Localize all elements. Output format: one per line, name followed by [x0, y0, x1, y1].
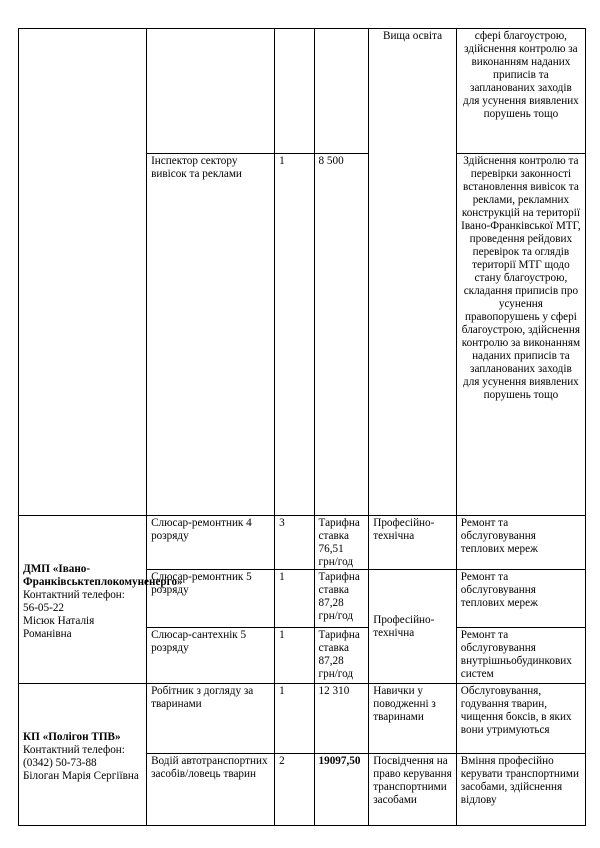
count-cell: 1	[275, 570, 314, 628]
duties-cell: Ремонт та обслуговування внутрішньобудинкових систем	[456, 628, 585, 684]
table-row	[19, 516, 586, 570]
salary-cell: Тарифна ставка 76,51 грн/год	[314, 516, 369, 570]
salary-cell: Тарифна ставка 87,28 грн/год	[314, 628, 369, 684]
position-cell	[147, 29, 275, 154]
duties-cell: Здійснення контролю та перевірки законності встановлення вивісок та реклами, рекламних конструкцій на території Івано-Франківської МТГ, проведення рейдових перевірок та оглядів території МТГ щодо стану благоустрою, складання приписів про усунення правопорушень у сфері благоустрою, здійснення контролю за виконанням наданих приписів та запланованих заходів для усунення виявлених порушень тощо	[456, 154, 585, 516]
org-contact: Білоган Марія Сергіївна	[23, 769, 139, 782]
salary-cell: 19097,50	[314, 754, 369, 826]
table-row	[19, 29, 586, 154]
org-phone: (0342) 50-73-88	[23, 756, 97, 769]
count-cell: 1	[275, 154, 314, 516]
vacancies-table	[18, 28, 586, 826]
count-cell	[275, 29, 314, 154]
duties-cell: Ремонт та обслуговування теплових мереж	[456, 570, 585, 628]
org-phone: 56-05-22	[23, 601, 65, 614]
org-cell-empty	[19, 29, 147, 516]
org-name: ДМП «Івано-Франківськтеплокомуненерго»	[23, 562, 183, 588]
education-cell: Навички у поводженні з тваринами	[369, 684, 457, 754]
position-cell: Водій автотранспортних засобів/ловець тварин	[147, 754, 275, 826]
count-cell: 3	[275, 516, 314, 570]
org-cell	[19, 516, 183, 684]
org-phone-label: Контактний телефон:	[23, 743, 125, 756]
org-contact: Місюк Наталія Романівна	[23, 614, 95, 640]
duties-cell: Обслуговування, годування тварин, чищення боксів, в яких вони утримуються	[456, 684, 585, 754]
salary-cell	[314, 29, 369, 154]
salary-cell: Тарифна ставка 87,28 грн/год	[314, 570, 369, 628]
table-row	[19, 684, 586, 754]
duties-cell: сфері благоустрою, здійснення контролю за виконанням наданих приписів та запланованих заходів для усунення виявлених порушень тощо	[456, 29, 585, 154]
count-cell: 1	[275, 628, 314, 684]
duties-cell: Ремонт та обслуговування теплових мереж	[456, 516, 585, 570]
position-cell: Слюсар-сантехнік 5 розряду	[147, 628, 275, 684]
salary-cell: 12 310	[314, 684, 369, 754]
education-cell: Професійно-технічна	[369, 516, 457, 570]
position-cell: Слюсар-ремонтник 4 розряду	[147, 516, 275, 570]
position-cell: Слюсар-ремонтник 5 розряду	[147, 570, 275, 628]
count-cell: 2	[275, 754, 314, 826]
count-cell: 1	[275, 684, 314, 754]
education-cell: Посвідчення на право керування транспортними засобами	[369, 754, 457, 826]
duties-cell: Вміння професійно керувати транспортними засобами, здійснення відлову	[456, 754, 585, 826]
position-cell: Робітник з догляду за тваринами	[147, 684, 275, 754]
org-cell	[19, 684, 147, 826]
position-cell: Інспектор сектору вивісок та реклами	[147, 154, 275, 516]
education-cell: Професійно-технічна	[369, 570, 457, 684]
salary-cell: 8 500	[314, 154, 369, 516]
org-name: КП «Полігон ТПВ»	[23, 730, 121, 743]
org-phone-label: Контактний телефон:	[23, 588, 125, 601]
education-cell: Вища освіта	[369, 29, 457, 516]
